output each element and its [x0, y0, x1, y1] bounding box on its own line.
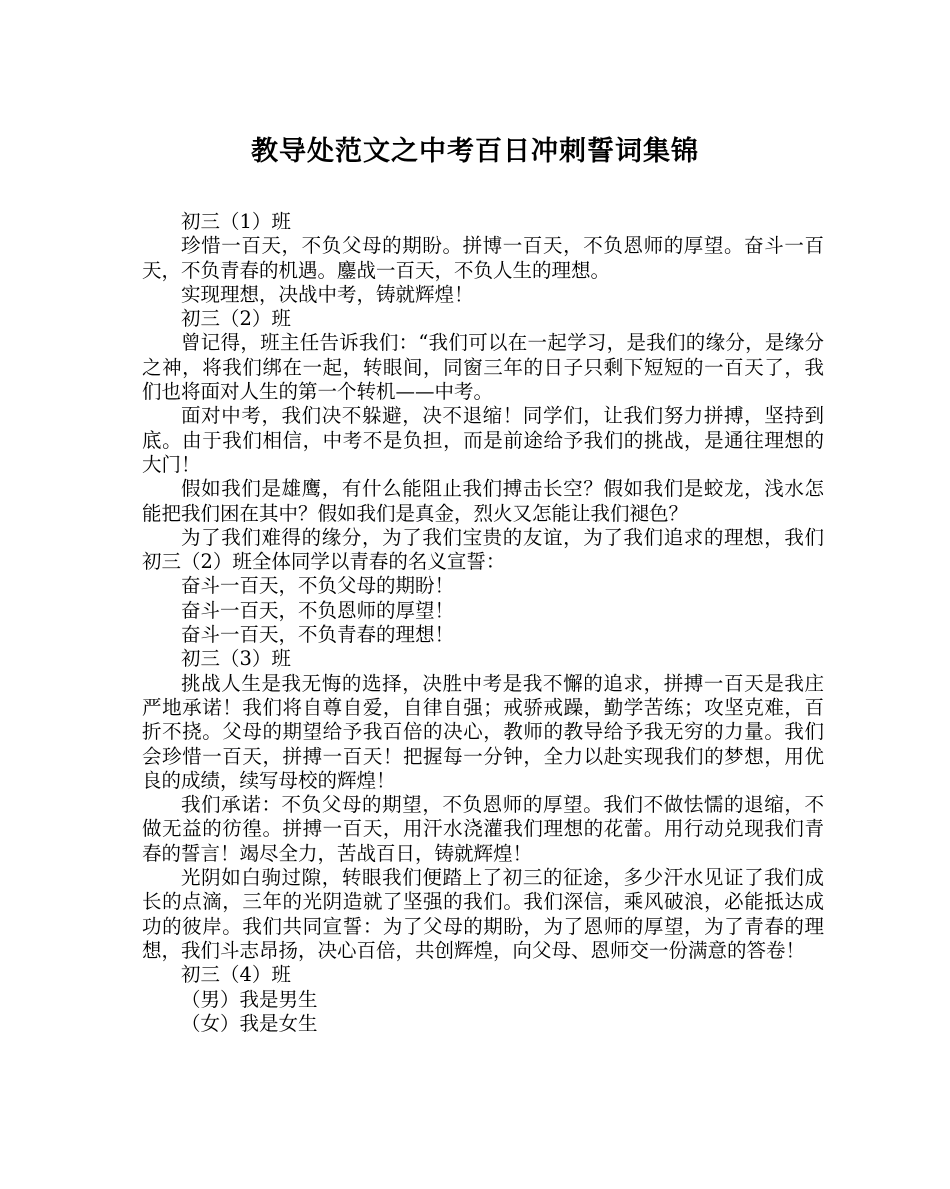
oath-line: （男）我是男生 — [181, 987, 318, 1011]
document-title: 教导处范文之中考百日冲刺誓词集锦 — [251, 136, 699, 167]
oath-line: （女）我是女生 — [181, 1011, 318, 1035]
oath-line: 奋斗一百天，不负恩师的厚望！ — [181, 598, 455, 622]
document-body — [142, 210, 824, 1036]
paragraph-class-3-heading: 初三（3）班 — [181, 647, 291, 671]
paragraph: 面对中考，我们决不躲避，决不退缩！同学们，让我们努力拼搏，坚持到底。由于我们相信，中考不是负担，而是前途给予我们的挑战，是通往理想的大门！ — [142, 404, 824, 476]
paragraph: 曾记得，班主任告诉我们：“我们可以在一起学习，是我们的缘分，是缘分之神，将我们绑在一起，转眼间，同窗三年的日子只剩下短短的一百天了，我们也将面对人生的第一个转机——中考。 — [142, 331, 824, 404]
paragraph: 为了我们难得的缘分，为了我们宝贵的友谊，为了我们追求的理想，我们初三（2）班全体同学以青春的名义宣誓： — [142, 525, 824, 574]
paragraph-class-2-heading: 初三（2）班 — [181, 307, 291, 331]
paragraph: 假如我们是雄鹰，有什么能阻止我们搏击长空？假如我们是蛟龙，浅水怎能把我们困在其中？假如我们是真金，烈火又怎能让我们褪色？ — [142, 477, 824, 525]
oath-line: 奋斗一百天，不负父母的期盼！ — [181, 574, 455, 598]
paragraph: 挑战人生是我无悔的选择，决胜中考是我不懈的追求，拼搏一百天是我庄严地承诺！我们将自尊自爱，自律自强；戒骄戒躁，勤学苦练；攻坚克难，百折不挠。父母的期望给予我百倍的决心，教师的教导给予我无穷的力量。我们会珍惜一百天，拼搏一百天！把握每一分钟，全力以赴实现我们的梦想，用优良的成绩，续写母校的辉煌！ — [142, 671, 824, 792]
paragraph-class-1-heading: 初三（1）班 — [181, 210, 291, 233]
paragraph-class-4-heading: 初三（4）班 — [181, 963, 291, 987]
paragraph: 光阴如白驹过隙，转眼我们便踏上了初三的征途，多少汗水见证了我们成长的点滴，三年的光阴造就了坚强的我们。我们深信，乘风破浪，必能抵达成功的彼岸。我们共同宣誓：为了父母的期盼，为了恩师的厚望，为了青春的理想，我们斗志昂扬，决心百倍，共创辉煌，向父母、恩师交一份满意的答卷！ — [142, 866, 824, 962]
paragraph: 我们承诺：不负父母的期望，不负恩师的厚望。我们不做怯懦的退缩，不做无益的彷徨。拼搏一百天，用汗水浇灌我们理想的花蕾。用行动兑现我们青春的誓言！竭尽全力，苦战百日，铸就辉煌！ — [142, 793, 824, 865]
paragraph: 实现理想，决战中考，铸就辉煌！ — [181, 282, 474, 306]
oath-line: 奋斗一百天，不负青春的理想！ — [181, 623, 455, 647]
paragraph: 珍惜一百天，不负父母的期盼。拼博一百天，不负恩师的厚望。奋斗一百天，不负青春的机遇。鏖战一百天，不负人生的理想。 — [142, 234, 824, 282]
